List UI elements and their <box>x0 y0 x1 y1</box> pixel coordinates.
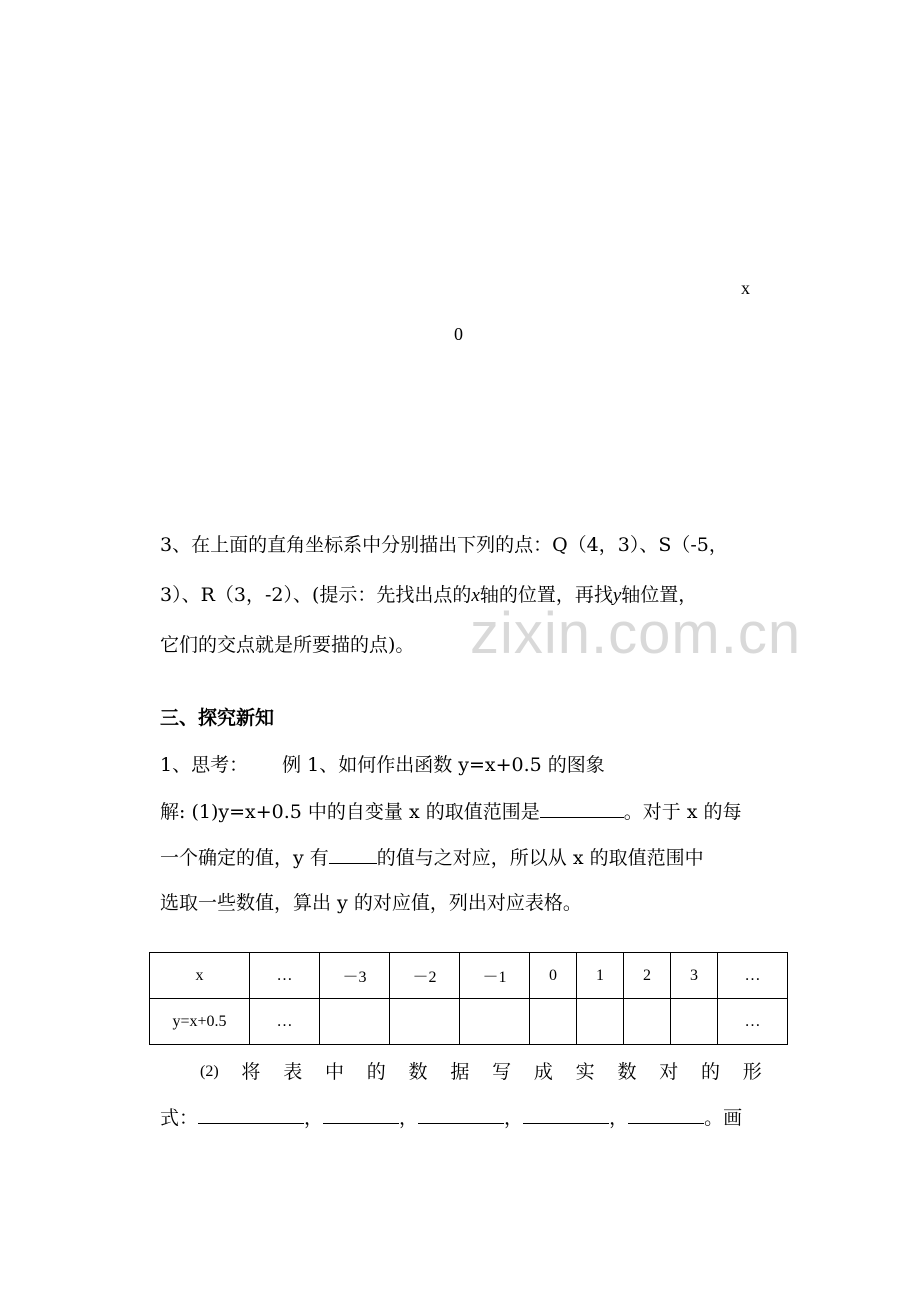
watermark-visible: zixin.com.cn <box>470 601 802 666</box>
table-cell-empty[interactable] <box>624 999 671 1045</box>
table-cell: 1 <box>577 953 624 999</box>
think-line: 1、思考： 例 1、如何作出函数 y=x+0.5 的图象 <box>160 754 605 776</box>
step2-line2: 式： ， ， ， ， 。画 <box>160 1107 743 1129</box>
x-axis-label: x <box>741 278 750 298</box>
value-table <box>149 952 788 1045</box>
table-cell: … <box>718 999 788 1045</box>
table-cell: 3 <box>671 953 718 999</box>
table-cell-empty[interactable] <box>320 999 390 1045</box>
table-cell-empty[interactable] <box>577 999 624 1045</box>
table-cell: … <box>250 999 320 1045</box>
table-cell: －3 <box>320 953 390 999</box>
step2-line1: (2) 将 表 中 的 数 据 写 成 实 数 对 的 形 <box>200 1061 762 1083</box>
solution-line3: 选取一些数值，算出 y 的对应值，列出对应表格。 <box>160 892 582 914</box>
solution-line1: 解: (1)y=x+0.5 中的自变量 x 的取值范围是 。对于 x 的每 <box>160 801 742 823</box>
table-cell: … <box>250 953 320 999</box>
table-cell-empty[interactable] <box>671 999 718 1045</box>
table-cell-empty[interactable] <box>390 999 460 1045</box>
table-cell: y=x+0.5 <box>150 999 250 1045</box>
table-cell: 0 <box>530 953 577 999</box>
unique-blank[interactable] <box>329 845 377 864</box>
table-cell: 2 <box>624 953 671 999</box>
table-cell-empty[interactable] <box>530 999 577 1045</box>
table-cell: … <box>718 953 788 999</box>
pair-blank-5[interactable] <box>628 1105 704 1124</box>
section-heading: 三、探究新知 <box>160 707 275 729</box>
pair-blank-3[interactable] <box>418 1105 504 1124</box>
table-row <box>150 999 788 1045</box>
table-cell: －2 <box>390 953 460 999</box>
pair-blank-2[interactable] <box>323 1105 399 1124</box>
range-blank[interactable] <box>540 799 624 818</box>
task3-line1: 3、在上面的直角坐标系中分别描出下列的点：Q（4，3）、S（-5， <box>160 534 728 556</box>
task3-line2: 3）、R（3，-2）、(提示：先找出点的x轴的位置，再找y轴位置， <box>160 584 698 606</box>
table-row <box>150 953 788 999</box>
pair-blank-1[interactable] <box>198 1105 304 1124</box>
origin-label: 0 <box>454 324 463 344</box>
task3-line3: 它们的交点就是所要描的点)。 <box>160 634 415 656</box>
pair-blank-4[interactable] <box>523 1105 609 1124</box>
table-cell: x <box>150 953 250 999</box>
table-cell: －1 <box>460 953 530 999</box>
solution-line2: 一个确定的值，y 有 的值与之对应，所以从 x 的取值范围中 <box>160 847 704 869</box>
table-cell-empty[interactable] <box>460 999 530 1045</box>
